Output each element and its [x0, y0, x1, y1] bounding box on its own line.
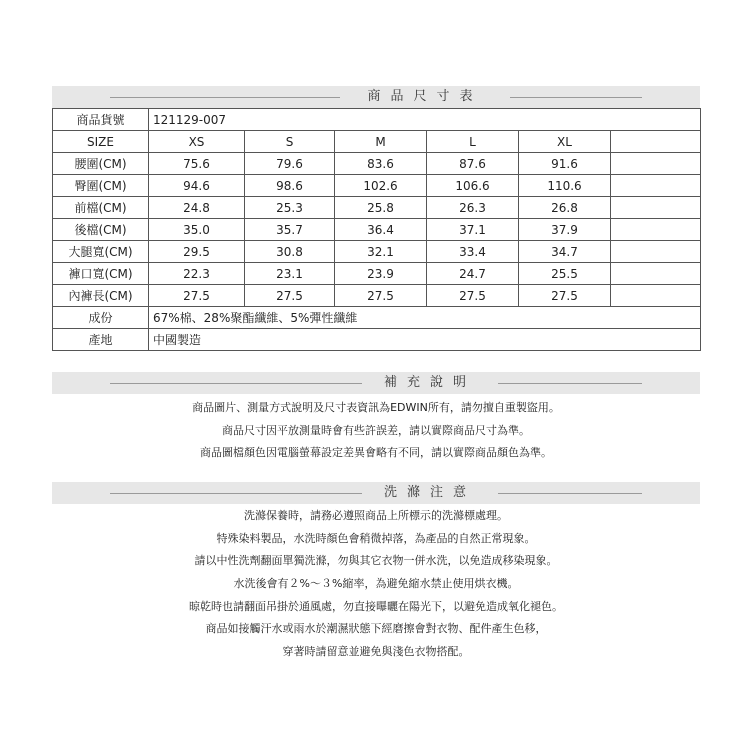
- table-cell: 34.7: [519, 241, 611, 263]
- table-cell: 27.5: [149, 285, 245, 307]
- origin-row: [53, 329, 701, 351]
- table-cell: 35.0: [149, 219, 245, 241]
- washing-line: 請以中性洗劑翻面單獨洗滌，勿與其它衣物一併水洗，以免造成移染現象。: [194, 554, 558, 568]
- product-code-value: 121129-007: [149, 109, 701, 131]
- table-cell: 87.6: [427, 153, 519, 175]
- table-cell: 29.5: [149, 241, 245, 263]
- table-cell: [611, 219, 701, 241]
- table-cell: 37.9: [519, 219, 611, 241]
- size-header-cell: XL: [519, 131, 611, 153]
- washing-line: 洗滌保養時，請務必遵照商品上所標示的洗滌標處理。: [244, 509, 508, 522]
- table-cell: 75.6: [149, 153, 245, 175]
- table-row: [53, 263, 701, 285]
- table-cell: 106.6: [427, 175, 519, 197]
- origin-label: 產地: [53, 329, 149, 351]
- table-cell: [611, 197, 701, 219]
- supplement-header-bar: [52, 372, 700, 394]
- material-label: 成份: [53, 307, 149, 329]
- washing-header-bar: [52, 482, 700, 504]
- product-code-label: 商品貨號: [53, 109, 149, 131]
- size-table-title: 商品尺寸表: [367, 89, 483, 104]
- divider-line-left: [110, 493, 362, 494]
- table-cell: [611, 285, 701, 307]
- table-cell: 25.5: [519, 263, 611, 285]
- supplement-title: 補充說明: [383, 375, 476, 390]
- table-cell: 35.7: [245, 219, 335, 241]
- washing-line: 特殊染料製品，水洗時顏色會稍微掉落，為產品的自然正常現象。: [216, 531, 536, 545]
- row-label: 臀圍(CM): [53, 175, 149, 197]
- table-cell: 37.1: [427, 219, 519, 241]
- table-cell: [611, 241, 701, 263]
- size-header-cell: M: [335, 131, 427, 153]
- table-cell: 26.8: [519, 197, 611, 219]
- washing-line: 穿著時請留意並避免與淺色衣物搭配。: [282, 645, 470, 659]
- size-table-header-bar: [52, 86, 700, 108]
- table-row: [53, 197, 701, 219]
- table-cell: 24.8: [149, 197, 245, 219]
- supplement-line: 商品尺寸因平放測量時會有些許誤差，請以實際商品尺寸為準。: [222, 423, 530, 437]
- table-cell: 27.5: [519, 285, 611, 307]
- table-cell: 27.5: [427, 285, 519, 307]
- material-value: 67%棉、28%聚酯纖維、5%彈性纖維: [149, 307, 701, 329]
- table-cell: 22.3: [149, 263, 245, 285]
- washing-line: 水洗後會有２%～３%縮率，為避免縮水禁止使用烘衣機。: [233, 577, 519, 591]
- table-cell: 36.4: [335, 219, 427, 241]
- table-cell: 102.6: [335, 175, 427, 197]
- row-label: 前檔(CM): [53, 197, 149, 219]
- supplement-notes: [52, 397, 700, 465]
- row-label: 褲口寬(CM): [53, 263, 149, 285]
- table-cell: 23.1: [245, 263, 335, 285]
- size-header-cell: L: [427, 131, 519, 153]
- table-cell: [611, 175, 701, 197]
- table-cell: 27.5: [245, 285, 335, 307]
- table-cell: 25.8: [335, 197, 427, 219]
- table-cell: 110.6: [519, 175, 611, 197]
- origin-value: 中國製造: [149, 329, 701, 351]
- row-label: 後檔(CM): [53, 219, 149, 241]
- row-label: 大腿寬(CM): [53, 241, 149, 263]
- table-row: [53, 153, 701, 175]
- table-cell: [611, 263, 701, 285]
- divider-line-left: [110, 97, 340, 98]
- washing-title: 洗滌注意: [383, 485, 476, 500]
- table-cell: [611, 153, 701, 175]
- divider-line-right: [510, 97, 642, 98]
- table-cell: 98.6: [245, 175, 335, 197]
- product-code-row: [53, 109, 701, 131]
- table-cell: 79.6: [245, 153, 335, 175]
- size-table: [52, 108, 701, 351]
- size-header-cell: S: [245, 131, 335, 153]
- divider-line-left: [110, 383, 362, 384]
- divider-line-right: [498, 493, 642, 494]
- table-cell: 83.6: [335, 153, 427, 175]
- table-row: [53, 219, 701, 241]
- supplement-line: 商品圖檔顏色因電腦螢幕設定差異會略有不同，請以實際商品顏色為準。: [200, 446, 552, 460]
- table-cell: 94.6: [149, 175, 245, 197]
- supplement-line: 商品圖片、測量方式說明及尺寸表資訊為EDWIN所有，請勿擅自重製盜用。: [192, 401, 560, 414]
- table-cell: 24.7: [427, 263, 519, 285]
- table-cell: 23.9: [335, 263, 427, 285]
- table-cell: 26.3: [427, 197, 519, 219]
- table-cell: 33.4: [427, 241, 519, 263]
- table-row: [53, 241, 701, 263]
- divider-line-right: [498, 383, 642, 384]
- table-cell: 32.1: [335, 241, 427, 263]
- washing-notes: [52, 505, 700, 664]
- washing-line: 晾乾時也請翻面吊掛於通風處，勿直接曝曬在陽光下，以避免造成氧化褪色。: [189, 599, 563, 613]
- size-header-row: [53, 131, 701, 153]
- row-label: 內褲長(CM): [53, 285, 149, 307]
- table-cell: 27.5: [335, 285, 427, 307]
- table-row: [53, 285, 701, 307]
- size-header-cell: XS: [149, 131, 245, 153]
- washing-line: 商品如接觸汗水或雨水於潮濕狀態下經磨擦會對衣物、配件產生色移，: [205, 622, 547, 636]
- size-header-cell: SIZE: [53, 131, 149, 153]
- table-row: [53, 175, 701, 197]
- table-cell: 25.3: [245, 197, 335, 219]
- size-header-cell: [611, 131, 701, 153]
- material-row: [53, 307, 701, 329]
- table-cell: 30.8: [245, 241, 335, 263]
- row-label: 腰圍(CM): [53, 153, 149, 175]
- table-cell: 91.6: [519, 153, 611, 175]
